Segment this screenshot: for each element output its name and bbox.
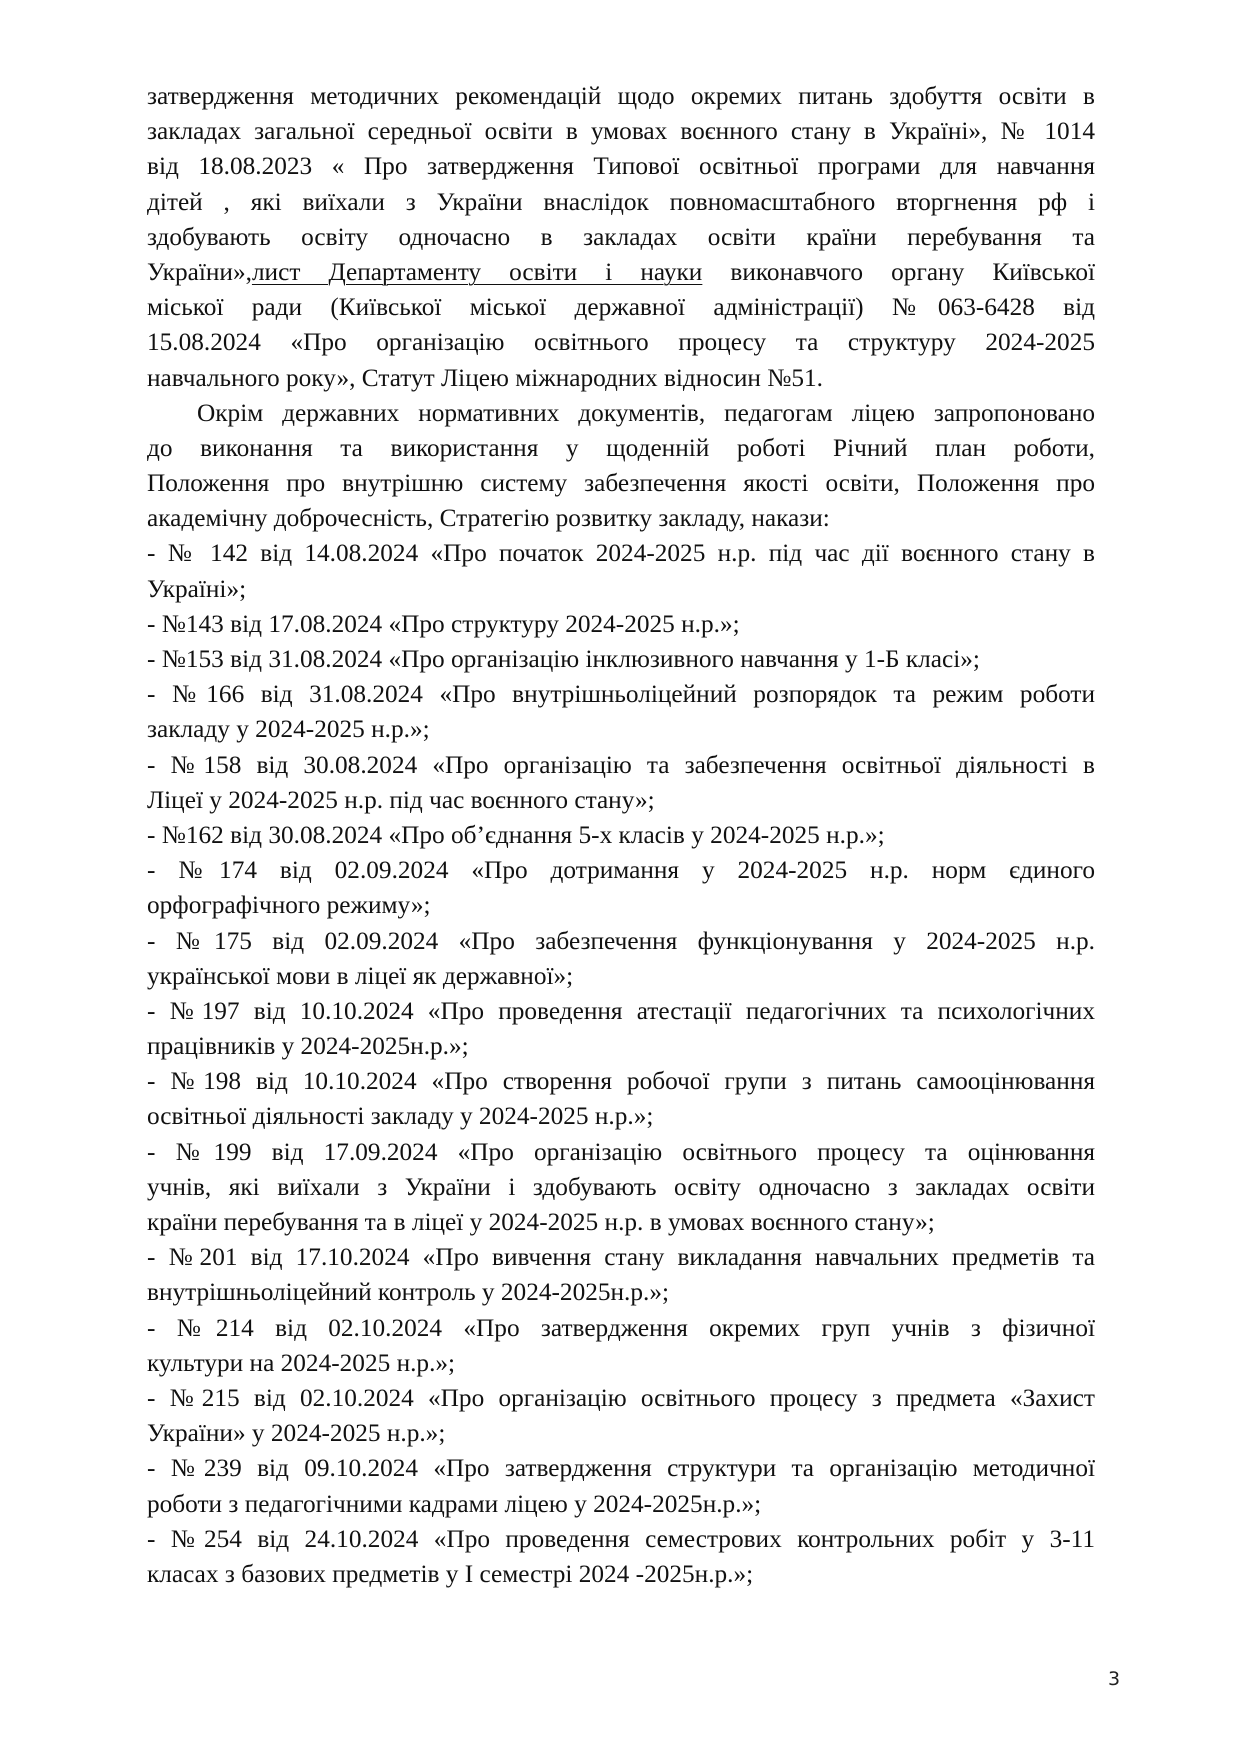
text-line: України» у 2024-2025 н.р.»; xyxy=(147,1419,446,1448)
text-line: дітей , які виїхали з України внаслідок повномасштабного вторгнення рф і xyxy=(147,187,1095,216)
text-line: Положення про внутрішню систему забезпечення якості освіти, Положення про xyxy=(147,469,1095,498)
text-line: учнів, які виїхали з України і здобувають освіту одночасно з закладах освіти xyxy=(147,1172,1095,1201)
order-item xyxy=(147,1311,1095,1381)
text-line: освітньої діяльності закладу у 2024-2025 н.р.»; xyxy=(147,1102,654,1131)
text-line: до виконання та використання у щоденній роботі Річний план роботи, xyxy=(147,433,1095,462)
order-item xyxy=(147,1381,1095,1451)
paragraph-internal-documents xyxy=(147,396,1095,537)
text-line: - №254 від 24.10.2024 «Про проведення семестрових контрольних робіт у 3-11 xyxy=(147,1524,1095,1553)
text-line: - №199 від 17.09.2024 «Про організацію освітнього процесу та оцінювання xyxy=(147,1137,1095,1166)
text-fragment: виконавчого органу Київської xyxy=(702,257,1095,286)
text-line: - №166 від 31.08.2024 «Про внутрішньоліцейний розпорядок та режим роботи xyxy=(147,680,1095,709)
text-line: - №153 від 31.08.2024 «Про організацію інклюзивного навчання у 1-Б класі»; xyxy=(147,645,980,673)
order-item xyxy=(147,853,1095,923)
order-item xyxy=(147,818,1095,853)
text-line: культури на 2024-2025 н.р.»; xyxy=(147,1348,456,1377)
text-line: - № 142 від 14.08.2024 «Про початок 2024-2025 н.р. під час дії воєнного стану в xyxy=(147,539,1095,568)
text-line: закладах загальної середньої освіти в умовах воєнного стану в Україні», № 1014 xyxy=(147,117,1095,146)
text-line: роботи з педагогічними кадрами ліцею у 2024-2025н.р.»; xyxy=(147,1489,762,1518)
text-fragment: України», xyxy=(147,257,252,286)
order-item xyxy=(147,642,1095,677)
text-line: внутрішньоліцейний контроль у 2024-2025н.р.»; xyxy=(147,1278,670,1307)
text-line: - №158 від 30.08.2024 «Про організацію та забезпечення освітньої діяльності в xyxy=(147,750,1095,779)
text-line: - №201 від 17.10.2024 «Про вивчення стану викладання навчальних предметів та xyxy=(147,1243,1095,1272)
order-item xyxy=(147,748,1095,818)
order-item xyxy=(147,924,1095,994)
text-line: - №143 від 17.08.2024 «Про структуру 2024-2025 н.р.»; xyxy=(147,609,740,638)
order-item xyxy=(147,1064,1095,1134)
text-line: української мови в ліцеї як державної»; xyxy=(147,961,574,990)
paragraph-legal-basis xyxy=(147,79,1095,396)
text-line: країни перебування та в ліцеї у 2024-2025 н.р. в умовах воєнного стану»; xyxy=(147,1208,935,1236)
text-line: - №198 від 10.10.2024 «Про створення робочої групи з питань самооцінювання xyxy=(147,1067,1095,1096)
text-line: затвердження методичних рекомендацій щодо окремих питань здобуття освіти в xyxy=(147,82,1095,110)
text-line: Окрім державних нормативних документів, педагогам ліцею запропоновано xyxy=(197,398,1095,427)
order-item xyxy=(147,994,1095,1064)
text-line: закладу у 2024-2025 н.р.»; xyxy=(147,715,430,744)
order-item xyxy=(147,1135,1095,1241)
order-item xyxy=(147,1240,1095,1310)
text-line: - №214 від 02.10.2024 «Про затвердження окремих груп учнів з фізичної xyxy=(147,1313,1095,1342)
text-line: - №215 від 02.10.2024 «Про організацію освітнього процесу з предмета «Захист xyxy=(147,1383,1095,1412)
text-line: класах з базових предметів у І семестрі 2024 -2025н.р.»; xyxy=(147,1559,754,1588)
text-line: - №239 від 09.10.2024 «Про затвердження структури та організацію методичної xyxy=(147,1454,1095,1483)
text-line: - №174 від 02.09.2024 «Про дотримання у 2024-2025 н.р. норм єдиного xyxy=(147,856,1095,885)
text-line: Україні»; xyxy=(147,574,247,603)
text-line: працівників у 2024-2025н.р.»; xyxy=(147,1032,469,1061)
page-number: 3 xyxy=(1108,1668,1121,1690)
orders-list xyxy=(147,536,1095,1592)
order-item xyxy=(147,607,1095,642)
text-line: навчального року», Статут Ліцею міжнародних відносин №51. xyxy=(147,363,823,392)
text-line: - №197 від 10.10.2024 «Про проведення атестації педагогічних та психологічних xyxy=(147,996,1095,1025)
text-line: від 18.08.2023 « Про затвердження Типової освітньої програми для навчання xyxy=(147,152,1095,181)
order-item xyxy=(147,536,1095,606)
underlined-reference: лист Департаменту освіти і науки xyxy=(251,257,703,286)
text-line: орфографічного режиму»; xyxy=(147,891,431,920)
order-item xyxy=(147,1522,1095,1592)
text-line: академічну доброчесність, Стратегію розвитку закладу, накази: xyxy=(147,504,830,533)
text-line: - №162 від 30.08.2024 «Про об’єднання 5-х класів у 2024-2025 н.р.»; xyxy=(147,820,885,849)
order-item xyxy=(147,677,1095,747)
text-line: Ліцеї у 2024-2025 н.р. під час воєнного стану»; xyxy=(147,785,655,814)
document-page xyxy=(147,79,1095,1592)
text-line xyxy=(147,255,1095,290)
text-line: 15.08.2024 «Про організацію освітнього процесу та структуру 2024-2025 xyxy=(147,328,1095,357)
order-item xyxy=(147,1451,1095,1521)
text-line: міської ради (Київської міської державної адміністрації) №063-6428 від xyxy=(147,293,1095,322)
text-line: - №175 від 02.09.2024 «Про забезпечення функціонування у 2024-2025 н.р. xyxy=(147,926,1095,955)
text-line: здобувають освіту одночасно в закладах освіти країни перебування та xyxy=(147,222,1095,251)
